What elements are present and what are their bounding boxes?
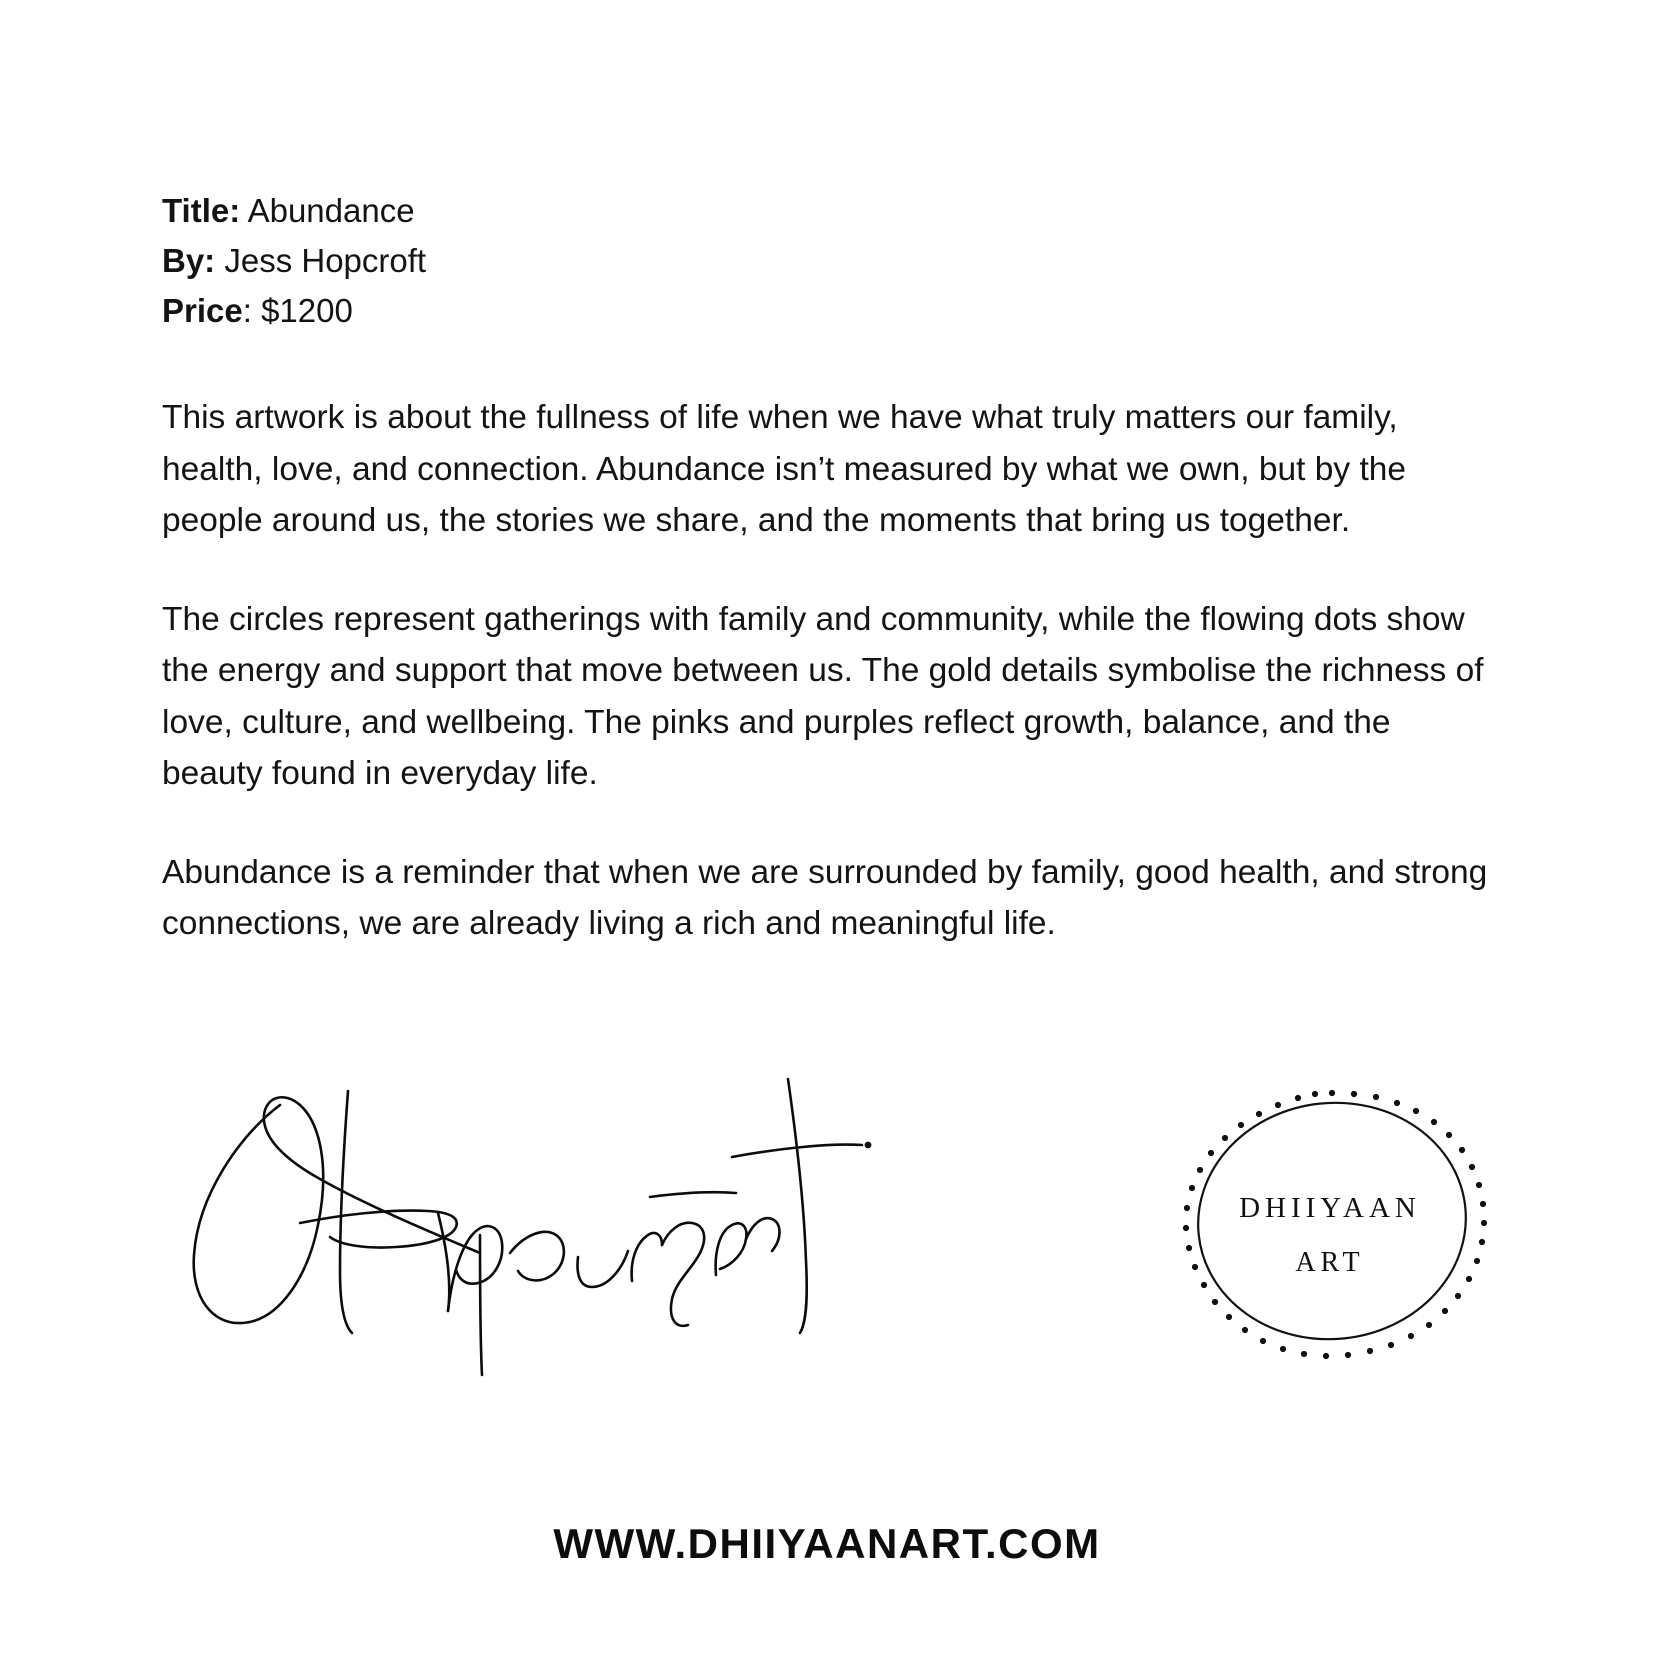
signature-icon <box>180 1075 920 1395</box>
signature-row <box>170 1085 1500 1375</box>
title-label: Title: <box>162 192 241 229</box>
by-label: By: <box>162 242 216 280</box>
description-paragraph-3: Abundance is a reminder that when we are surrounded by family, good health, and strong connections, we are already living a rich and meaningful life. <box>162 854 1488 943</box>
website-footer[interactable]: WWW.DHIIYAANART.COM <box>553 1520 1101 1567</box>
artist-signature <box>180 1075 920 1395</box>
description-paragraph-1: This artwork is about the fullness of life when we have what truly matters our family, health, love, and connection. Abundance isn’t measured by what we own, but by the people around us, the stories we share, and the moments that bring us together. <box>162 399 1407 539</box>
stamp-text <box>1180 1181 1480 1289</box>
artwork-price-line <box>162 286 1492 336</box>
business-stamp <box>1180 1085 1500 1365</box>
artwork-artist-line <box>162 236 1492 286</box>
stamp-line-2: ART <box>1295 1247 1365 1279</box>
artwork-info-block <box>162 186 1492 950</box>
artwork-title-line <box>162 186 1492 236</box>
artwork-metadata <box>162 186 1492 336</box>
title-value: Abundance <box>240 192 415 229</box>
description-paragraph-2: The circles represent gatherings with family and community, while the flowing dots show the energy and support that move between us. The gold details symbolise the richness of love, culture, and wellbeing. The pinks and purples reflect growth, balance, and the beauty found in everyday life. <box>162 601 1484 792</box>
stamp-line-1: DHIIYAAN <box>1239 1192 1421 1224</box>
by-value: Jess Hopcroft <box>215 242 427 280</box>
price-label: Price <box>162 292 243 330</box>
price-value: : $1200 <box>242 292 353 330</box>
